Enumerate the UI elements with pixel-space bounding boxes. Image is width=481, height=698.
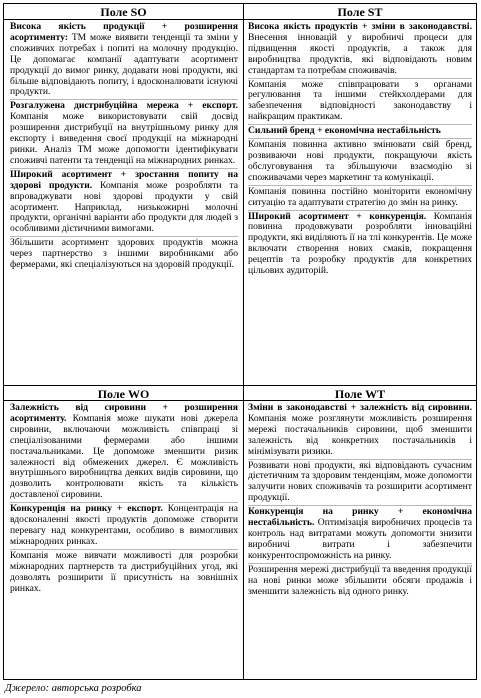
so-paragraph-title: Розгалужена дистрибуційна мережа + експорт. (10, 100, 238, 112)
wt-paragraph (248, 461, 472, 505)
so-paragraph-text: Збільшити асортимент здорових продуктів можна через партнерство з іншими виробниками або фермерами, які спеціалізуються на здоровій продукції. (10, 237, 238, 271)
wt-paragraph (248, 507, 472, 562)
so-paragraph-title: Висока якість продукції + розширення асортименту: (10, 22, 238, 43)
wt-paragraph-title: Зміни в законодавстві + залежність від сировини. (248, 403, 472, 413)
so-paragraph (10, 22, 238, 98)
so-paragraph (10, 238, 238, 271)
st-paragraph (248, 187, 472, 209)
st-paragraph-title: Широкий асортимент + конкуренція. (248, 210, 427, 222)
st-paragraph-text: Компанія повинна продовжувати розробляти інноваційні продукти, які виділяють її на тлі конкурентів. Це може включати створення нових смаків, покращення рецептів та розробку продуктів для конкретних цільових аудиторій. (248, 210, 472, 277)
so-paragraph-text: Компанія може розробляти та впроваджувати нові здорові продукти у свій асортимент. Наприклад, низькожирні молочні продукти, органічні варіанти або продукти для людей з особливими дієтичними вимогами. (10, 179, 238, 235)
cell-st (248, 22, 472, 384)
st-paragraph (248, 126, 472, 137)
wt-paragraph-text: Розширення мережі дистрибуції та введення продукції на нові ринки може збільшити обсяги продажів і зменшити залежність від одного ринку. (248, 563, 472, 597)
st-paragraph (248, 140, 472, 184)
wt-paragraph-text: Оптимізація виробничих процесів та контроль над витратами можуть допомогти знизити виробничі витрати і забезпечити конкурентоспроможність на ринку. (248, 517, 472, 561)
st-paragraph-title: Висока якість продуктів + зміни в законодавстві. (248, 22, 472, 32)
wt-paragraph-text: Компанія може розглянути можливість розширення мережі постачальників сировини, щоб зменшити залежність від конкретних постачальників і мінімізувати ризики. (248, 412, 472, 457)
so-paragraph (10, 170, 238, 235)
cell-so (10, 22, 238, 384)
wo-paragraph-title: Залежність від сировини + розширення асортименту. (10, 403, 238, 424)
header-wo: Поле WO (4, 385, 243, 401)
wo-paragraph (10, 504, 238, 548)
st-paragraph (248, 80, 472, 124)
wt-paragraph (248, 403, 472, 458)
header-st: Поле ST (244, 4, 476, 20)
wo-paragraph-text: Компанія може шукати нові джерела сировини, включаючи можливість співпраці зі спеціалізованими фермерами або іншими постачальниками. Це допоможе зменшити ризик залежності від обмежених джерел. Є можливість внутрішнього виробництва деяких видів сировини, що дозволить контролювати якість та кількість доставленої сировини. (10, 412, 238, 501)
st-paragraph-text: Компанія повинна активно змінювати свій бренд, розвиваючи нові продукти, покращуючи якість обслуговування та збільшуючи взаємодію зі споживачами через маркетинг та комунікації. (248, 139, 472, 183)
st-paragraph-text: Компанія може співпрацювати з органами регулювання та іншими стейкхолдерами для забезпечення відповідності законодавству і найкращим практикам. (248, 78, 472, 123)
so-paragraph-text: Компанія може використовувати свій досвід розширення дистрибуції на внутрішньому ринку для експорту і виведення своєї продукції на міжнародні ринки. Аналіз ТМ може допомогти ідентифікувати споживчі патенти та тенденції на міжнародних ринках. (10, 111, 238, 166)
st-paragraph-title: Сильний бренд + економічна нестабільність (248, 125, 441, 137)
so-paragraph-title: Широкий асортимент + зростання попиту на здорові продукти. (10, 168, 238, 191)
st-paragraph-text: Внесення інновацій у виробничі процеси для підвищення якості продуктів, а також для виробництва продуктів, які відповідають новим стандартам та потребам споживачів. (248, 31, 472, 76)
wo-paragraph-title: Конкуренція на ринку + експорт. (10, 503, 163, 515)
st-paragraph (248, 212, 472, 277)
cell-wo (10, 403, 238, 679)
wo-paragraph (10, 551, 238, 595)
st-paragraph (248, 22, 472, 77)
source-note: Джерело: авторська розробка (5, 683, 142, 694)
header-wt: Поле WT (244, 385, 476, 401)
so-paragraph (10, 101, 238, 166)
wo-paragraph-text: Концентрація на вдосконаленні якості продуктів допоможе створити перевагу над конкурентами, особливо в вимогливих міжнародних ринках. (10, 503, 238, 547)
so-paragraph-text: ТМ може виявити тенденції та зміни у споживчих потребах і попиті на молочну продукцію. Це допомагає компанії адаптувати асортимент продукції до вимог ринку, додавати нові продукти, які більше відповідають попиту, і вдосконалювати існуючі продукти. (10, 31, 238, 98)
wo-paragraph (10, 403, 238, 501)
st-paragraph-text: Компанія повинна постійно моніторити економічну ситуацію та адаптувати стратегію до змін на ринку. (248, 185, 472, 208)
wt-paragraph-title: Конкуренція на ринку + економічна нестабільність. (248, 506, 472, 529)
column-divider (243, 3, 244, 680)
cell-wt (248, 403, 472, 679)
header-so: Поле SO (4, 4, 243, 20)
wt-paragraph (248, 565, 472, 598)
wo-paragraph-text: Компанія може вивчати можливості для розробки міжнародних партнерств та дистрибуційних угод, які дозволять розширити її присутність на зовнішніх ринках. (10, 549, 238, 594)
wt-paragraph-text: Розвивати нові продукти, які відповідають сучасним дієтетичним та здоровим тенденціям, може допомогти залучити нових споживачів та розширити асортимент продукції. (248, 459, 472, 504)
